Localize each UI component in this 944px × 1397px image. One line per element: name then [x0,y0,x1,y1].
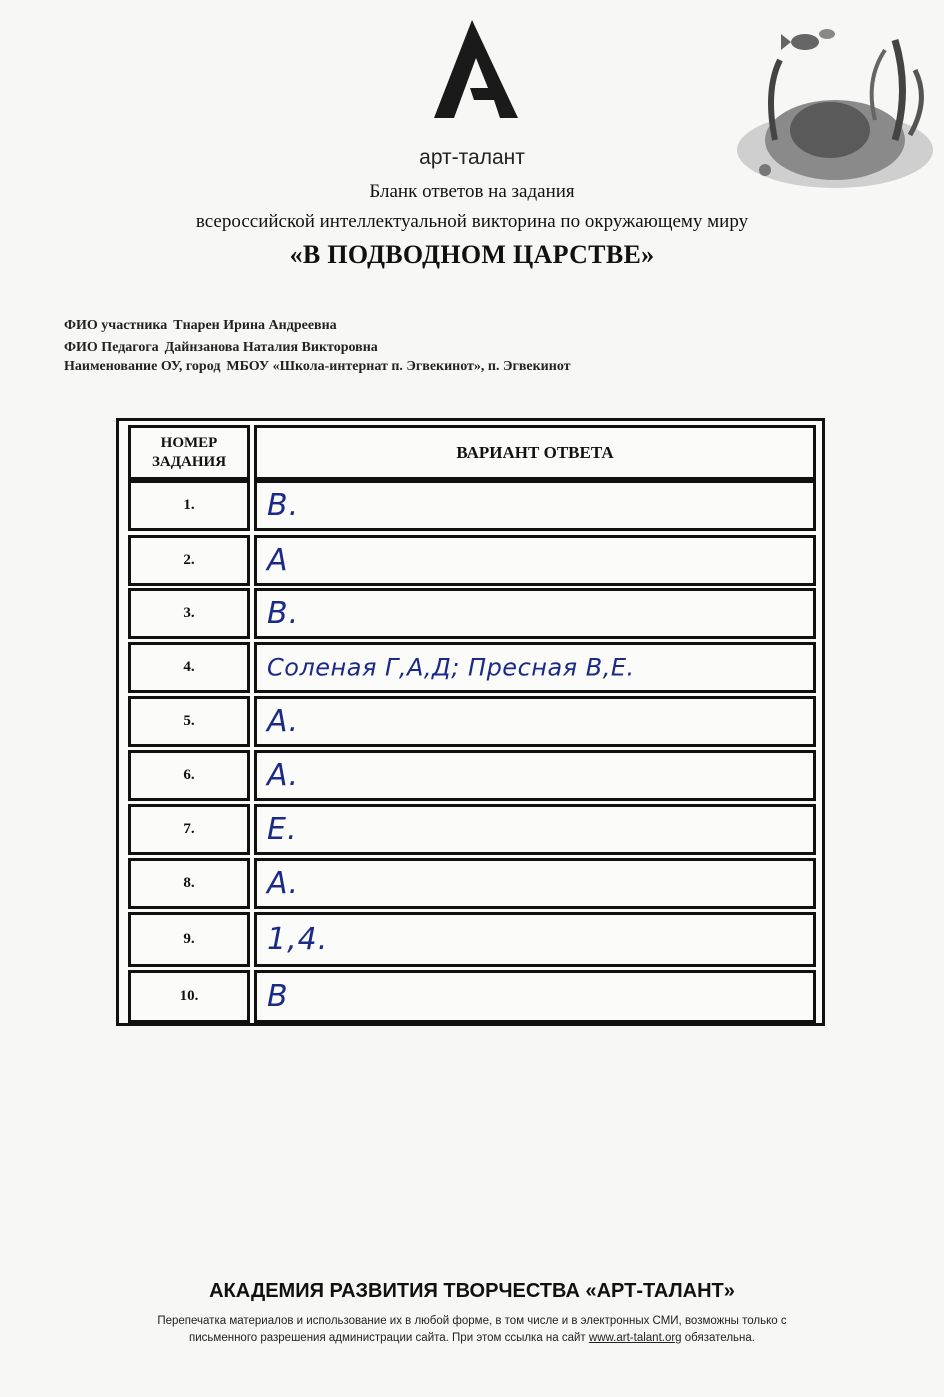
teacher-label: ФИО Педагога [64,340,159,355]
col-number-line1: НОМЕР [160,434,218,451]
footer-note-line1: Перепечатка материалов и использование их в любой форме, в том числе и в электронных СМИ, возможны только с [157,1315,787,1327]
school-line [64,359,571,375]
table-row [119,696,822,747]
teacher-value: Дайнзанова Наталия Викторовна [164,340,378,355]
participant-label: ФИО участника [64,318,168,333]
task-number: 9. [128,912,250,967]
form-subheading: всероссийской интеллектуальной викторина по окружающему миру [195,211,749,232]
task-number: 8. [128,858,250,909]
brand-name: арт-талант [419,146,525,169]
school-value: МБОУ «Школа-интернат п. Эгвекинот», п. Эгвекинот [226,359,571,374]
participant-value: Тнарен Ирина Андреевна [173,318,337,333]
table-row [119,750,822,801]
handwritten-answer: Соленая Г,А,Д; Пресная В,Е. [267,652,635,681]
handwritten-answer: А. [267,757,300,793]
handwritten-answer: В. [267,487,300,523]
footer-copyright-note [60,1313,884,1347]
answer-cell [254,750,816,801]
handwritten-answer: 1,4. [267,921,329,957]
col-answer-header: ВАРИАНТ ОТВЕТА [254,425,816,480]
footer-note-line2-start: письменного разрешения администрации сайта. При этом ссылка на сайт [189,1332,589,1344]
participant-line [64,318,337,334]
task-number: 3. [128,588,250,639]
underwater-reef-illustration [735,20,940,195]
handwritten-answer: А. [267,865,300,901]
quiz-title: «В ПОДВОДНОМ ЦАРСТВЕ» [289,240,655,269]
footer-note-line2-end: обязательна. [681,1332,755,1344]
handwritten-answer: В. [267,595,300,631]
handwritten-answer: А. [267,703,300,739]
col-number-line2: ЗАДАНИЯ [151,453,227,470]
site-link[interactable]: www.art-talant.org [588,1332,682,1344]
answer-cell [254,696,816,747]
answer-cell [254,970,816,1023]
answer-cell [254,535,816,586]
task-number: 6. [128,750,250,801]
task-number: 2. [128,535,250,586]
table-row [119,970,822,1023]
answer-cell [254,912,816,967]
handwritten-answer: А [267,542,289,578]
task-number: 10. [128,970,250,1023]
footer-title: АКАДЕМИЯ РАЗВИТИЯ ТВОРЧЕСТВА «АРТ-ТАЛАНТ» [209,1280,735,1302]
task-number: 1. [128,480,250,531]
answer-cell [254,642,816,693]
handwritten-answer: Е. [267,811,298,847]
table-header-row [119,425,822,480]
task-number: 4. [128,642,250,693]
table-row [119,480,822,531]
answer-cell [254,480,816,531]
handwritten-answer: В [267,978,289,1014]
answer-cell [254,858,816,909]
col-number-header [128,425,250,480]
table-row [119,642,822,693]
school-label: Наименование ОУ, город [64,359,221,374]
table-row [119,912,822,967]
answer-table [116,418,825,1026]
table-row [119,535,822,586]
task-number: 7. [128,804,250,855]
answer-cell [254,804,816,855]
table-row [119,858,822,909]
table-row [119,804,822,855]
table-row [119,588,822,639]
teacher-line [64,340,378,356]
task-number: 5. [128,696,250,747]
answer-cell [254,588,816,639]
art-talant-logo [430,18,520,126]
form-heading: Бланк ответов на задания [369,181,575,202]
